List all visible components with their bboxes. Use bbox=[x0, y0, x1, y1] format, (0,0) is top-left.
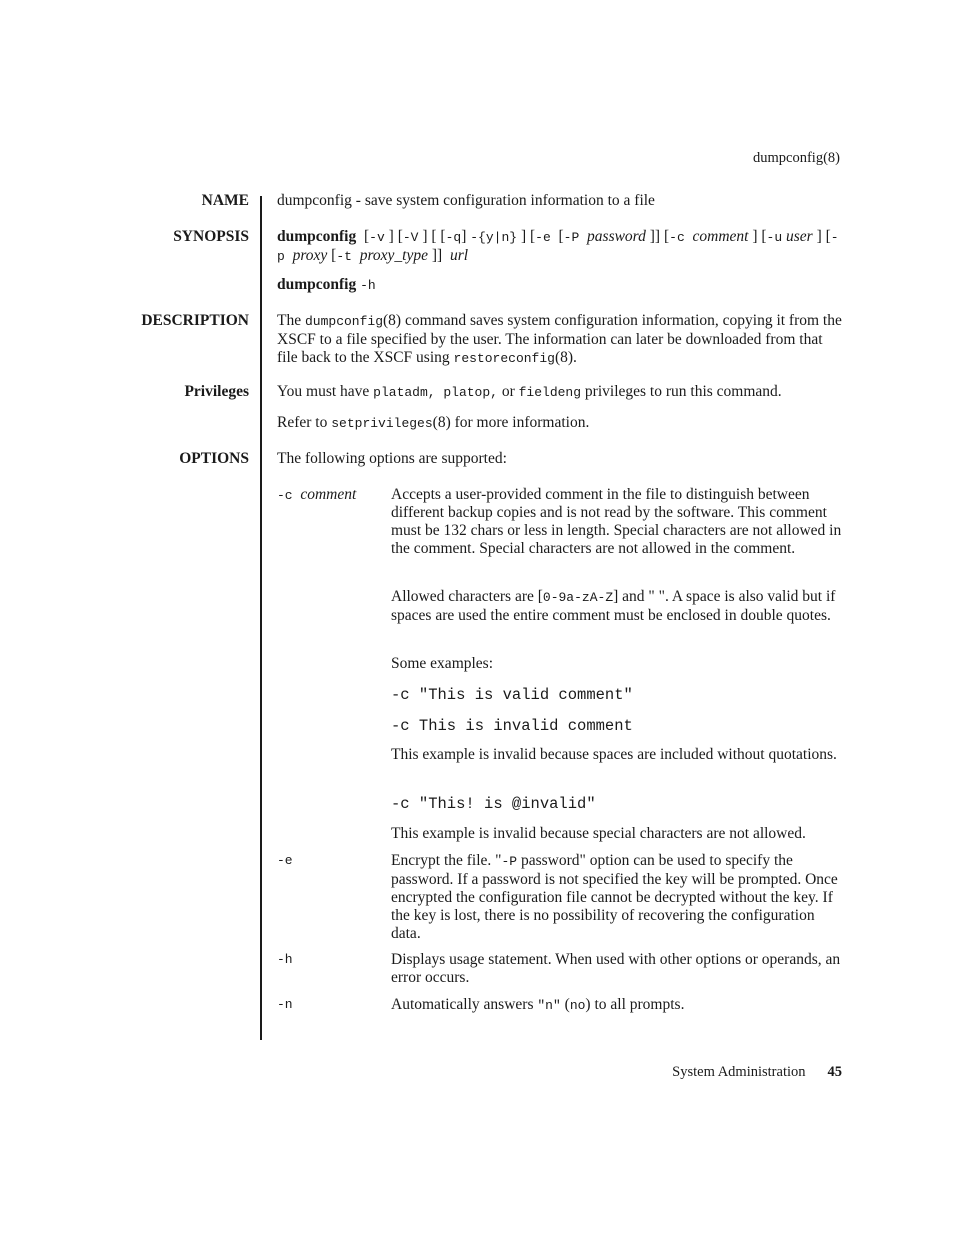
option-c-arg: comment bbox=[300, 486, 357, 503]
page-footer bbox=[672, 1064, 842, 1081]
desc-text-2: (8) command saves system configuration information, copying it from the XSCF to a file specified by the user. The information can later be downloaded from that file back to the XSCF using bbox=[277, 312, 842, 366]
desc-text-1: The bbox=[277, 312, 305, 329]
option-n-desc bbox=[391, 996, 845, 1015]
margin-rule bbox=[260, 196, 262, 1040]
arg-user: user bbox=[786, 228, 813, 245]
option-c-key bbox=[277, 486, 356, 505]
priv-text-1: You must have bbox=[277, 383, 374, 400]
desc-restoreconfig: restoreconfig bbox=[453, 351, 555, 366]
priv-refer-2: (8) for more information. bbox=[432, 414, 590, 431]
option-c-allowed-2: ] and " ". A space is also valid but if spaces are used the entire comment must be enclosed in double quotes. bbox=[391, 588, 836, 624]
opt-V: -V bbox=[402, 230, 419, 245]
opt-u: -u bbox=[766, 230, 783, 245]
synopsis-help-line bbox=[277, 276, 843, 295]
option-c-flag: -c bbox=[277, 488, 293, 503]
section-label-options: OPTIONS bbox=[179, 450, 249, 467]
option-e-code: -P bbox=[501, 854, 518, 869]
name-text: dumpconfig - save system configuration information to a file bbox=[277, 192, 655, 209]
priv-platadm: platadm, bbox=[373, 385, 436, 400]
section-label-name: NAME bbox=[201, 192, 249, 209]
option-c-allowed-code: 0-9a-zA-Z bbox=[542, 590, 614, 605]
option-c-desc-5: This example is invalid because special characters are not allowed. bbox=[391, 825, 806, 842]
priv-setprivileges: setprivileges bbox=[331, 416, 433, 431]
option-c-allowed-1: Allowed characters are [ bbox=[391, 588, 543, 605]
option-c-example-1: -c "This is valid comment" bbox=[391, 686, 633, 704]
priv-text-2: privileges to run this command. bbox=[581, 383, 782, 400]
arg-proxy-type: proxy_type bbox=[359, 247, 428, 264]
opt-q: -q bbox=[445, 230, 462, 245]
priv-platop: platop, bbox=[443, 385, 498, 400]
section-label-privileges: Privileges bbox=[184, 383, 249, 400]
arg-proxy: proxy bbox=[292, 247, 328, 264]
option-n-text-1: Automatically answers bbox=[391, 996, 538, 1013]
desc-text-3: (8). bbox=[554, 349, 577, 366]
option-c-example-3: -c "This! is @invalid" bbox=[391, 795, 596, 813]
opt-c: -c bbox=[669, 230, 685, 245]
footer-section: System Administration bbox=[672, 1064, 806, 1080]
option-h-desc: Displays usage statement. When used with other options or operands, an error occurs. bbox=[391, 951, 841, 986]
opt-P: -P bbox=[563, 230, 580, 245]
page-number: 45 bbox=[827, 1064, 842, 1080]
option-c-desc-2 bbox=[391, 588, 845, 625]
arg-password: password bbox=[587, 228, 646, 245]
priv-fieldeng: fieldeng bbox=[518, 385, 582, 400]
arg-comment: comment bbox=[692, 228, 749, 245]
option-c-desc-1: Accepts a user-provided comment in the file to distinguish between different backup copies and is not read by the software. This comment must be 132 chars or less in length. Special characters are not allowed in the comment. Special characters are not allowed in the comment. bbox=[391, 486, 842, 557]
opt-p: -p bbox=[277, 230, 839, 264]
opt-v: -v bbox=[369, 230, 385, 245]
section-label-synopsis: SYNOPSIS bbox=[173, 228, 249, 245]
synopsis-cmd: dumpconfig bbox=[277, 228, 357, 245]
option-c-example-2: -c This is invalid comment bbox=[391, 717, 633, 735]
synopsis-line: dumpconfig [-v ] [-V ] [ [-q] -{y|n} ] [-e [-P password ]] [-c comment ] [-u user ] [-p proxy [-t proxy_type ]] url bbox=[277, 228, 839, 264]
option-h-flag: -h bbox=[277, 952, 293, 967]
description-text bbox=[277, 312, 843, 368]
option-n-text-2: ( bbox=[560, 996, 570, 1013]
option-n-text-3: ) to all prompts. bbox=[585, 996, 685, 1013]
privileges-refer bbox=[277, 414, 843, 433]
opt-h: -h bbox=[360, 278, 376, 293]
opt-yn: -{y|n} bbox=[470, 230, 518, 245]
option-e-text-2: password" option can be used to specify the password. If a password is not specified the key will be prompted. Once encrypted the configuration file cannot be decrypted without the key. If the key is lost, there is no possibility of recovering the configuration data. bbox=[391, 852, 838, 942]
option-e-desc bbox=[391, 852, 845, 943]
option-n-code-2: no bbox=[569, 998, 586, 1013]
option-e-text-1: Encrypt the file. " bbox=[391, 852, 502, 869]
privileges-text bbox=[277, 383, 852, 402]
opt-t: -t bbox=[336, 249, 352, 264]
priv-refer-1: Refer to bbox=[277, 414, 332, 431]
desc-cmd: dumpconfig bbox=[304, 314, 383, 329]
option-c-examples-label: Some examples: bbox=[391, 655, 494, 672]
option-n-flag: -n bbox=[277, 997, 293, 1012]
section-label-description: DESCRIPTION bbox=[141, 312, 249, 329]
options-intro: The following options are supported: bbox=[277, 450, 507, 467]
priv-or: or bbox=[497, 383, 519, 400]
option-n-code-1: "n" bbox=[537, 998, 561, 1013]
arg-url: url bbox=[449, 247, 469, 264]
option-c-desc-4: This example is invalid because spaces are included without quotations. bbox=[391, 746, 837, 763]
synopsis-cmd-2: dumpconfig bbox=[277, 276, 357, 293]
running-header: dumpconfig(8) bbox=[753, 150, 840, 166]
option-e-flag: -e bbox=[277, 853, 293, 868]
opt-e: -e bbox=[535, 230, 551, 245]
